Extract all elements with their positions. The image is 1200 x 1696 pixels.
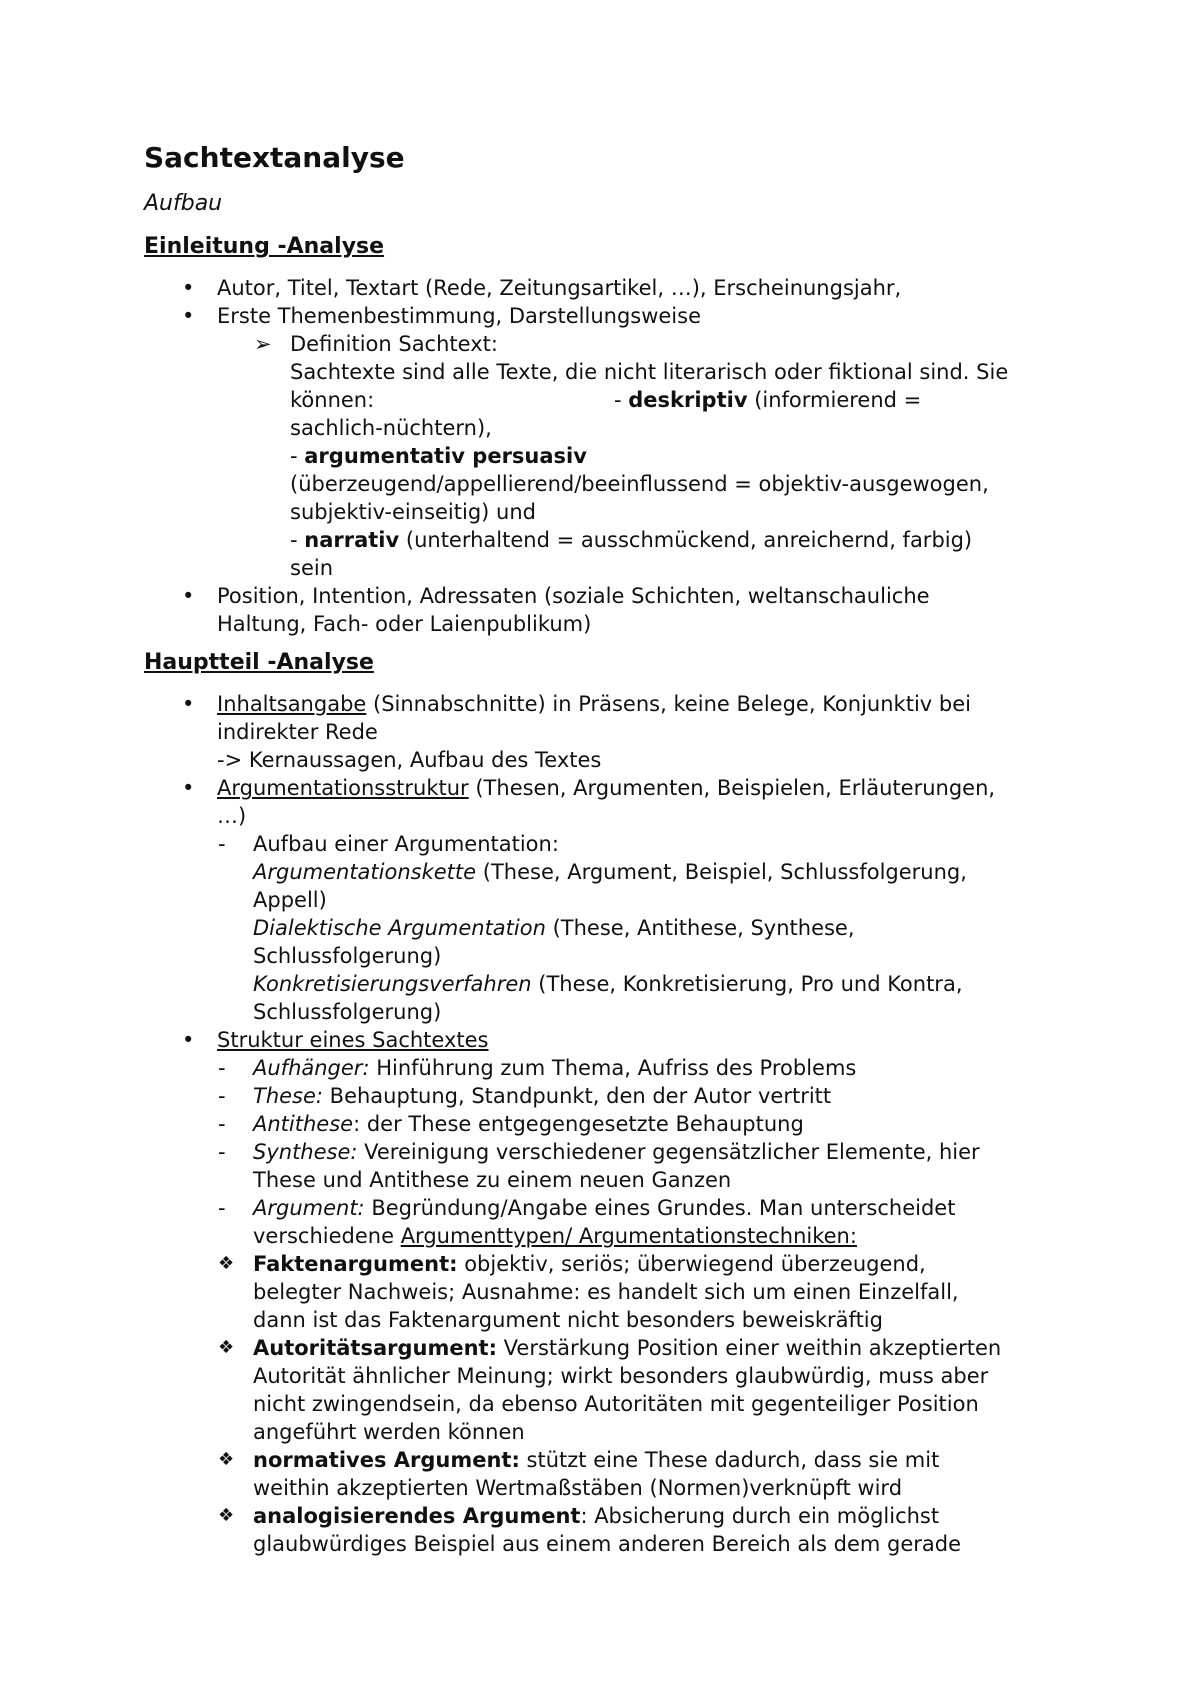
- definition-line: Sachtexte sind alle Texte, die nicht literarisch oder fiktional sind. Sie: [290, 360, 1009, 384]
- term-bold: normatives Argument:: [253, 1448, 520, 1472]
- arrow-icon: ➢: [254, 332, 272, 356]
- koennen-text: können:: [290, 388, 375, 412]
- list-item-text: (Sinnabschnitte) in Präsens, keine Belege, Konjunktiv bei: [366, 692, 971, 716]
- diamond-bullet-icon: ❖: [218, 1449, 235, 1470]
- item-text: objektiv, seriös; überwiegend überzeugend,: [457, 1252, 926, 1276]
- argumenttypen-term: Argumenttypen/ Argumentationstechniken:: [400, 1224, 857, 1248]
- sub-item-text: Appell): [253, 888, 327, 912]
- sub-item-text: Begründung/Angabe eines Grundes. Man unterscheidet: [364, 1196, 956, 1220]
- diamond-bullet-icon: ❖: [218, 1337, 235, 1358]
- list-item: [144, 1026, 1074, 1054]
- section-heading-einleitung: Einleitung -Analyse: [144, 234, 385, 259]
- item-text: stützt eine These dadurch, dass sie mit: [519, 1448, 940, 1472]
- dash-text: -: [290, 528, 305, 552]
- term-italic: Synthese:: [253, 1140, 358, 1164]
- sub-item-text: Vereinigung verschiedener gegensätzlicher Elemente, hier: [357, 1140, 980, 1164]
- sub-list-item: [144, 1054, 1074, 1082]
- list-item: [144, 690, 1074, 774]
- item-text: dann ist das Faktenargument nicht besonders beweiskräftig: [253, 1308, 883, 1332]
- term-italic: These:: [253, 1084, 323, 1108]
- definition-label: Definition Sachtext:: [290, 332, 498, 356]
- list-item: [144, 302, 1074, 330]
- bullet-icon: •: [182, 276, 195, 300]
- sub-item-text: Hinführung zum Thema, Aufriss des Problems: [369, 1056, 857, 1080]
- dash-icon: -: [218, 832, 226, 856]
- term-italic: Konkretisierungsverfahren: [253, 972, 532, 996]
- bullet-icon: •: [182, 1028, 195, 1052]
- list-item-text: …): [217, 804, 247, 828]
- sub-item-text: verschiedene: [253, 1224, 401, 1248]
- dash-text: -: [614, 388, 629, 412]
- definition-line: (überzeugend/appellierend/beeinflussend = objektiv-ausgewogen,: [290, 472, 989, 496]
- term-italic: Argumentationskette: [253, 860, 477, 884]
- definition-line: sachlich-nüchtern),: [290, 416, 492, 440]
- list-item-text: Position, Intention, Adressaten (soziale Schichten, weltanschauliche: [217, 584, 930, 608]
- term-bold: Autoritätsargument:: [253, 1336, 497, 1360]
- narrativ-term: narrativ: [304, 528, 400, 552]
- sub-item-text: Behauptung, Standpunkt, den der Autor vertritt: [323, 1084, 832, 1108]
- sub-item-text: (These, Konkretisierung, Pro und Kontra,: [531, 972, 963, 996]
- argument-type-item: [144, 1250, 1074, 1334]
- sub-list-item: [144, 1194, 1074, 1250]
- list-item: [144, 582, 1074, 638]
- dash-icon: -: [218, 1196, 226, 1220]
- argumentativ-term: argumentativ persuasiv: [304, 444, 587, 468]
- sub-item-text: Schlussfolgerung): [253, 944, 442, 968]
- list-item-text: Haltung, Fach- oder Laienpublikum): [217, 612, 592, 636]
- item-text: Autorität ähnlicher Meinung; wirkt besonders glaubwürdig, muss aber: [253, 1364, 989, 1388]
- definition-block: [144, 330, 1074, 582]
- sub-item-text: (These, Argument, Beispiel, Schlussfolgerung,: [476, 860, 967, 884]
- list-item: [144, 774, 1074, 830]
- argument-type-item: [144, 1502, 1074, 1558]
- bullet-icon: •: [182, 304, 195, 328]
- term-bold: analogisierendes Argument: [253, 1504, 581, 1528]
- bullet-icon: •: [182, 584, 195, 608]
- sub-list-item: [144, 1082, 1074, 1110]
- deskriptiv-desc: (informierend =: [747, 388, 922, 412]
- list-item-text: (Thesen, Argumenten, Beispielen, Erläuterungen,: [468, 776, 996, 800]
- dash-icon: -: [218, 1112, 226, 1136]
- sub-list-item: [144, 1138, 1074, 1194]
- inhaltsangabe-term: Inhaltsangabe: [217, 692, 367, 716]
- item-text: : Absicherung durch ein möglichst: [580, 1504, 940, 1528]
- struktur-term: Struktur eines Sachtextes: [217, 1028, 489, 1052]
- item-text: belegter Nachweis; Ausnahme: es handelt sich um einen Einzelfall,: [253, 1280, 959, 1304]
- sub-item-text: : der These entgegengesetzte Behauptung: [353, 1112, 804, 1136]
- term-italic: Antithese: [253, 1112, 354, 1136]
- list-item-text: Erste Themenbestimmung, Darstellungsweise: [217, 304, 702, 328]
- dash-icon: -: [218, 1084, 226, 1108]
- diamond-bullet-icon: ❖: [218, 1505, 235, 1526]
- bullet-icon: •: [182, 776, 195, 800]
- section-heading-hauptteil: Hauptteil -Analyse: [144, 650, 374, 675]
- argument-type-item: [144, 1334, 1074, 1446]
- subtitle: Aufbau: [144, 191, 223, 216]
- item-text: Verstärkung Position einer weithin akzeptierten: [497, 1336, 1002, 1360]
- sub-list-item: [144, 830, 1074, 1026]
- page-title: Sachtextanalyse: [144, 141, 405, 174]
- argumentationsstruktur-term: Argumentationsstruktur: [217, 776, 469, 800]
- sub-item-text: These und Antithese zu einem neuen Ganzen: [253, 1168, 732, 1192]
- definition-line: [290, 526, 1074, 554]
- list-item-text: -> Kernaussagen, Aufbau des Textes: [217, 748, 602, 772]
- document-page: [144, 140, 1074, 1558]
- diamond-bullet-icon: ❖: [218, 1253, 235, 1274]
- item-text: nicht zwingendsein, da ebenso Autoritäten mit gegenteiliger Position: [253, 1392, 979, 1416]
- dash-icon: -: [218, 1140, 226, 1164]
- sub-item-text: Aufbau einer Argumentation:: [253, 832, 559, 856]
- term-bold: Faktenargument:: [253, 1252, 458, 1276]
- item-text: glaubwürdiges Beispiel aus einem anderen Bereich als dem gerade: [253, 1532, 962, 1556]
- definition-line: [290, 442, 1074, 470]
- term-italic: Dialektische Argumentation: [253, 916, 546, 940]
- bullet-icon: •: [182, 692, 195, 716]
- dash-icon: -: [218, 1056, 226, 1080]
- deskriptiv-term: deskriptiv: [628, 388, 748, 412]
- list-item-text: Autor, Titel, Textart (Rede, Zeitungsartikel, …), Erscheinungsjahr,: [217, 276, 902, 300]
- definition-line: sein: [290, 556, 334, 580]
- sub-list-item: [144, 1110, 1074, 1138]
- item-text: angeführt werden können: [253, 1420, 525, 1444]
- list-item-text: indirekter Rede: [217, 720, 378, 744]
- list-item: [144, 274, 1074, 302]
- definition-line: subjektiv-einseitig) und: [290, 500, 536, 524]
- argument-type-item: [144, 1446, 1074, 1502]
- definition-line: [290, 386, 1074, 414]
- term-italic: Argument:: [253, 1196, 365, 1220]
- sub-item-text: (These, Antithese, Synthese,: [545, 916, 855, 940]
- term-italic: Aufhänger:: [253, 1056, 370, 1080]
- narrativ-desc: (unterhaltend = ausschmückend, anreichernd, farbig): [399, 528, 973, 552]
- item-text: weithin akzeptierten Wertmaßstäben (Normen)verknüpft wird: [253, 1476, 903, 1500]
- dash-text: -: [290, 444, 305, 468]
- sub-item-text: Schlussfolgerung): [253, 1000, 442, 1024]
